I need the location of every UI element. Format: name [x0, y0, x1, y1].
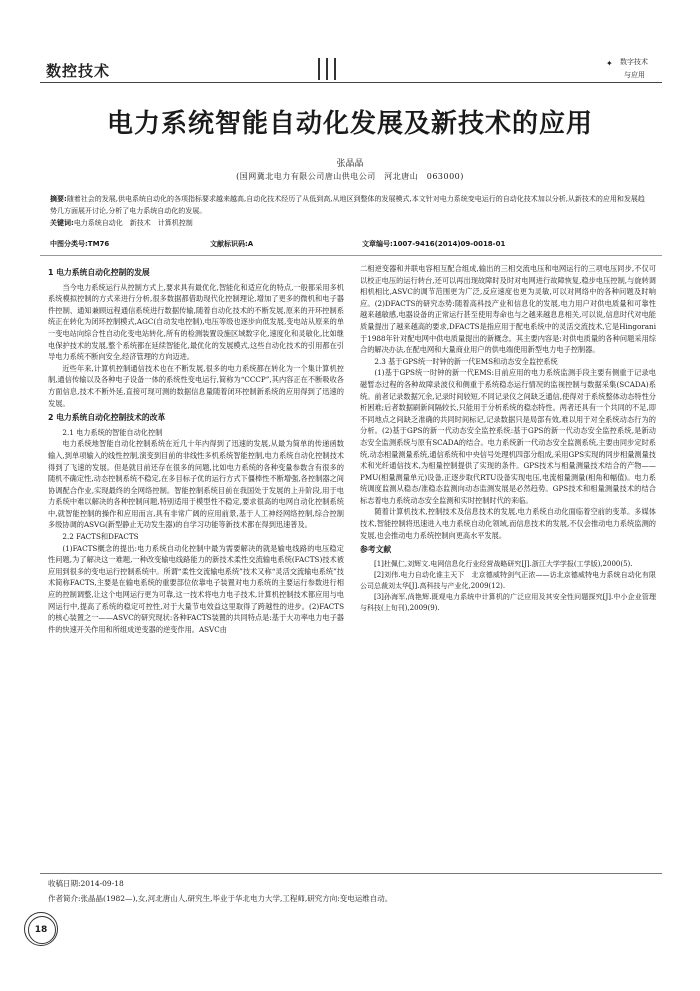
reference-item: [1]杜佩仁,刘辉文.电网信息化行业经营战略研究[J].浙江大学学报(工学版),2000(5). [374, 559, 633, 568]
header-divider [40, 82, 662, 83]
subsection-heading-2-2: 2.2 FACTS和DFACTS [62, 532, 139, 542]
keywords-label: 关键词: [50, 219, 74, 227]
clc-number: 中图分类号:TM76 [50, 240, 110, 248]
abstract-text: 随着社会的发展,供电系统自动化的各项指标要求越来越高,自动化技术经历了从低到高,从地区到整体的发展模式,本文针对电力系统变电运行的自动化技术加以分析,从新技术的应用和发展趋势几方面展开讨论,分析了电力系统自动化的发展。 [50, 195, 645, 215]
abstract [50, 193, 650, 229]
subsection-heading-2-1: 2.1 电力系统的智能自动化控制 [62, 427, 163, 437]
paragraph: 电力系统地智能自动化控制系统在近几十年内得到了迅速的发展,从最为简单的传递函数输入,到单项输入的线性控制,演变到目前的非线性多机系统智能控制,电力系统自动化控制技术得到了飞速的发展。但是就目前还存在很多的问题,比如电力系统的各种变量参数含有很多的随机不确定性,动态控制系统不稳定,在多目标子优的运行方式下僵棒性不断增强,各控制器之间协调配合作业,实现最终的全网络控制。智能控制系统目前在我国处于发展的上升阶段,用于电力系统中难以解决的各种控制问题,特别适用于模型性不稳定,要求很高的电网自动化控制系统中,就智能控制的操作和应用而言,具有非常广阔的应用前景,基于人工神经网络控制,综合控制多级协调的ASVG(新型静止无功发生器)的自学习功能等新技术都在得到迅速普及。 [48, 439, 344, 530]
body-left-column [48, 264, 344, 635]
abstract-label: 摘要: [50, 195, 67, 203]
paragraph: 随着计算机技术,控制技术及信息技术的发展,电力系统自动化面临着空前的变革。多媒体技术,智能控制将迅速进入电力系统自动化领域,而信息技术的发展,不仅会推动电力系统监测的发展,也会推动电力系统控制向更高水平发展。 [360, 507, 656, 540]
article-number: 文章编号:1007-9416(2014)09-0018-01 [362, 240, 506, 248]
paragraph: (1)FACTS概念的提出:电力系统自动化控制中最为需要解决的就是输电线路的电压稳定性问题,为了解决这一难题,一种改变输电线路能力的新技术柔性交流输电系统(FACTS)技术被应用到很多的变电运行控制系统中。所谓“柔性交流输电系统”技术又称“灵活交流输电系统”技术简称FACTS,主要是在输电系统的重要部位依靠电子装置对电力系统的主要运行参数进行相应的控制调整,让这个电网运行更为可靠,这一技术将电力电子技术,计算机控制技术都应用与电网运行中,提高了系统的稳定可控性,对于大量节电效益这里取得了跨越性的进步。(2)FACTS的核心装置之一——ASVC的研究现状:各种FACTS装置的共同特点是:基于大功率电力电子器件的快速开关作用和所组成逆变器的逆变作用。ASVC由 [48, 543, 344, 634]
body-right-column [360, 263, 656, 614]
page-number-badge [24, 912, 58, 946]
references-heading: 参考文献 [360, 545, 392, 555]
logo-line1: 数字技术 [620, 58, 648, 66]
paragraph: 近些年来,计算机控制通信技术也在不断发展,很多的电力系统都在转化为一个集计算机控制,通信传输以及各种电子设备一体的系统性变电运行,简称为“CCCP”,其内容正在不断吸收各方面信息,技术不断外延,直接可现可测的数据信息量随着闭环控制新系统的应用得到了迅速的发展。 [48, 363, 344, 408]
paragraph: 二相逆变器和并联电容相互配合组成,输出的三相交流电压和电网运行的三项电压同步,不仅可以校正电压的运行转台,还可以再出现故障时及时对电网进行故障恢复,稳步电压控制,与旋转调相机相比,ASVC的调节范围更为广泛,反应速度也更为灵敏,可以对网络中的各种问题及时响应。(2)DFACTS的研究态势:随着高科技产业和信息化的发展,电力用户对供电质量和可靠性越来越敏感,电器设备的正常运行甚至使用寿命也与之越来越息息相关,可以说,信息时代对电能质量提出了越来越高的要求,DFACTS是指应用于配电系统中的灵活交流技术,它是Hingorani于1988年针对配电网中供电质量提出的新概念。其主要内容是:对供电质量的各种问题采用综合的解决办法,在配电网和大量商业用户的供电端使用新型电力电子控制器。 [360, 264, 656, 355]
section-heading-1: 1 电力系统自动化控制的发展 [48, 268, 150, 277]
author-name: 张晶晶 [336, 159, 364, 169]
paragraph: (1)基于GPS统一时钟的新一代EMS:目前应用的电力系统监测手段主要有侧重于记录电磁暂态过程的各种故障录波仪和侧重于系统稳态运行情况的监视控制与数据采集(SCADA)系统。前者记录数据冗余,记录时间较短,不同记录仪之间缺乏通信,使得对于系统整体动态特性分析困难;后者数据刷新间隔较长,只能用于分析系统的稳态特性。两者还具有一个共同的不足,即不同地点之间缺乏准确的共同时间标记,记录数据只是局部有效,难以用于对全系统动态行为的分析。(2)基于GPS的新一代动态安全监控系统:基于GPS的新一代动态安全监控系统,是新动态安全监测系统与原有SCADA的结合。电力系统新一代动态安全监测系统,主要由同步定时系统,动态相量测量系统,通信系统和中央信号处理机四部分组成,采用GPS实现的同步相量测量技术和光纤通信技术,为相量控制提供了实现的条件。GPS技术与相量测量技术结合的产物——PMU(相量测量单元)设备,正逐步取代RTU设备实现电压,电流相量测量(相角和幅值)。电力系统调度监测从稳态/准稳态监测向动态监测发展是必然趋势。GPS技术和相量测量技术的结合标志着电力系统动态安全监测和实时控制时代的来临。 [360, 368, 656, 505]
footer-divider [40, 873, 662, 874]
section-heading-2: 2 电力系统自动化控制技术的改革 [48, 413, 166, 423]
author-affiliation: (国网冀北电力有限公司唐山供电公司 河北唐山 063000) [236, 172, 464, 181]
page-number: 18 [34, 925, 48, 935]
article-title: 电力系统智能自动化发展及新技术的应用 [106, 109, 593, 139]
keywords-text: 电力系统自动化 新技术 计算机控制 [73, 219, 193, 227]
document-code: 文献标识码:A [210, 240, 254, 248]
section-label: 数控技术 [46, 62, 111, 80]
header-decoration-bars [318, 58, 342, 80]
subsection-heading-2-3: 2.3 基于GPS统一时钟的新一代EMS和动态安全监控系统 [374, 356, 558, 366]
abstract-divider [40, 255, 662, 256]
star-icon: ✦ [606, 59, 613, 68]
received-date: 收稿日期:2014-09-18 [48, 879, 124, 888]
logo-line2: 与应用 [624, 71, 645, 79]
reference-item: [3]孙海军,尚艳辉.既观电力系统中计算机的广泛应用及其安全性问题探究[J].中小企业管理与科技(上旬刊),2009(9). [360, 592, 656, 612]
author-bio: 作者简介:张晶晶(1982—),女,河北唐山人,研究生,毕业于华北电力大学,工程师,研究方向:变电运维自动。 [48, 894, 393, 903]
paragraph: 当今电力系统运行从控制方式上,要求具有最优化,智能化和适应化的特点,一般都采用多机系统模拟控制的方式来进行分析,很多数据都借助现代化控制理论,增加了更多的微机和电子器件控制、通知兼顾远程通信系统进行数据传输,随着自动化技术的不断发展,原来的开环控制系统正在转化为闭环控制模式,AGC(自动发电控制),电压等级也逐步向低发展,变电站从原来的单一变电站向综合性自动化变电站转化,所有的检测装置设施区域数字化,速度化和灵敏化,比如继电保护技术的发展,整个系统都在延续智能化,最优化的发展模式,这些自动化技术的引用都在引导电力系统不断向安全,经济管理的方向迈进。 [48, 282, 344, 362]
reference-item: [2]刘伟.电力自动化谁主天下 北京德威特剑气正浓——访北京德威特电力系统自动化有限公司总裁刘太华[J].高科技与产业化,2009(12). [360, 570, 656, 590]
